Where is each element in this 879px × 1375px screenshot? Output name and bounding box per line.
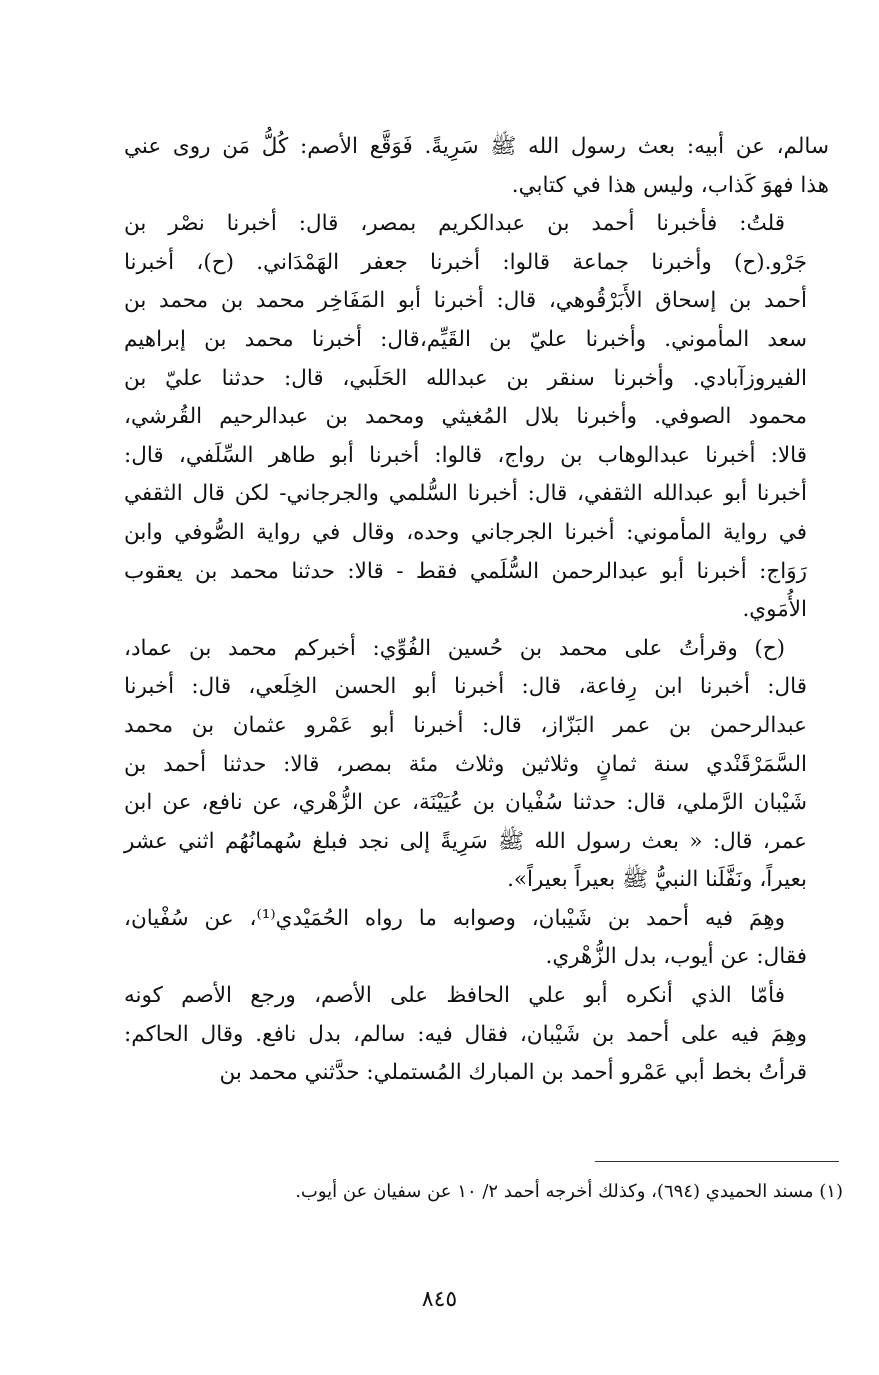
paragraph (124, 977, 829, 1093)
text-line: رَوَاج: أخبرنا أبو عبدالرحمن السُّلَمي فقط - قالا: حدثنا محمد بن يعقوب (124, 558, 807, 584)
text-line: عبدالرحمن بن عمر البَزّاز، قال: أخبرنا أبو عَمْرو عثمان بن محمد (124, 712, 807, 738)
text-line: الفيروزآبادي. وأخبرنا سنقر بن عبدالله الحَلَبي، قال: حدثنا عليّ بن (124, 365, 807, 391)
text-line: قالا: أخبرنا عبدالوهاب بن رواج، قالوا: أخبرنا أبو طاهر السِّلَفي، قال: (124, 442, 807, 468)
text-line: السَّمَرْقَنْدي سنة ثمانٍ وثلاثين وثلاث مئة بمصر، قالا: حدثنا أحمد بن (124, 751, 807, 777)
text-line: هذا فهوَ كَذاب، وليس هذا في كتابي. (511, 172, 829, 198)
text-line: قرأتُ بخط أبي عَمْرو أحمد بن المبارك المُستملي: حدَّثني محمد بن (219, 1060, 807, 1086)
text-line: في رواية المأموني: أخبرنا الجرجاني وحده، وقال في رواية الصُّوفي وابن (124, 519, 807, 545)
footnote-divider (595, 1161, 839, 1162)
text-line: (ح) وقرأتُ على محمد بن حُسين الفُوِّي: أخبركم محمد بن عماد، (124, 635, 785, 661)
text-line: قلتُ: فأخبرنا أحمد بن عبدالكريم بمصر، قال: أخبرنا نصْر بن (124, 211, 785, 237)
text-line: فأمّا الذي أنكره أبو علي الحافظ على الأصم، ورجع الأصم كونه (124, 983, 785, 1009)
paragraph (124, 900, 829, 977)
text-line: وهِمَ فيه أحمد بن شَيْبان، وصوابه ما رواه الحُمَيْدي⁽¹⁾، عن سُفْيان، (124, 905, 785, 931)
paragraph (124, 630, 829, 900)
text-line: عمر، قال: « بعث رسول الله ﷺ سَرِيةً إلى نجد فبلغ سُهمانُهُم اثني عشر (124, 828, 807, 854)
text-line: أحمد بن إسحاق الأَبَرْقُوهي، قال: أخبرنا أبو المَفَاخِر محمد بن محمد بن (124, 288, 807, 314)
text-line: فقال: عن أيوب، بدل الزُّهْري. (545, 944, 807, 970)
text-line: سالم، عن أبيه: بعث رسول الله ﷺ سَرِيةً. فَوَقَّع الأصم: كُلُّ مَن روى عني (124, 134, 829, 159)
page-number: ٨٤٥ (421, 1287, 458, 1312)
main-text (124, 128, 829, 1093)
text-line: جَرْو.(ح) وأخبرنا جماعة قالوا: أخبرنا جعفر الهَمْدَاني. (ح)، أخبرنا (124, 249, 807, 275)
text-line: أخبرنا أبو عبدالله الثقفي، قال: أخبرنا السُّلمي والجرجاني- لكن قال الثقفي (124, 481, 807, 507)
text-line: وهِمَ فيه على أحمد بن شَيْبان، فقال فيه: سالم، بدل نافع. وقال الحاكم: (124, 1021, 807, 1047)
text-line: سعد المأموني. وأخبرنا عليّ بن القَيِّم،قال: أخبرنا محمد بن إبراهيم (124, 326, 807, 352)
paragraph (124, 128, 829, 205)
footnote: (١) مسند الحميدي (٦٩٤)، وكذلك أخرجه أحمد ٢/ ١٠ عن سفيان عن أيوب. (295, 1181, 843, 1202)
paragraph (124, 205, 829, 630)
text-line: شَيْبان الرَّملي، قال: حدثنا سُفْيان بن عُيَيْنَة، عن الزُّهْري، عن نافع، عن ابن (124, 790, 807, 816)
text-line: محمود الصوفي. وأخبرنا بلال المُغيثي ومحمد بن عبدالرحيم القُرشي، (124, 404, 807, 430)
text-line: بعيراً، ونَفَّلَنا النبيُّ ﷺ بعيراً بعيراً». (507, 867, 807, 893)
text-line: الأُمَوي. (742, 597, 807, 623)
text-line: قال: أخبرنا ابن رِفاعة، قال: أخبرنا أبو الحسن الخِلَعي، قال: أخبرنا (124, 674, 807, 700)
